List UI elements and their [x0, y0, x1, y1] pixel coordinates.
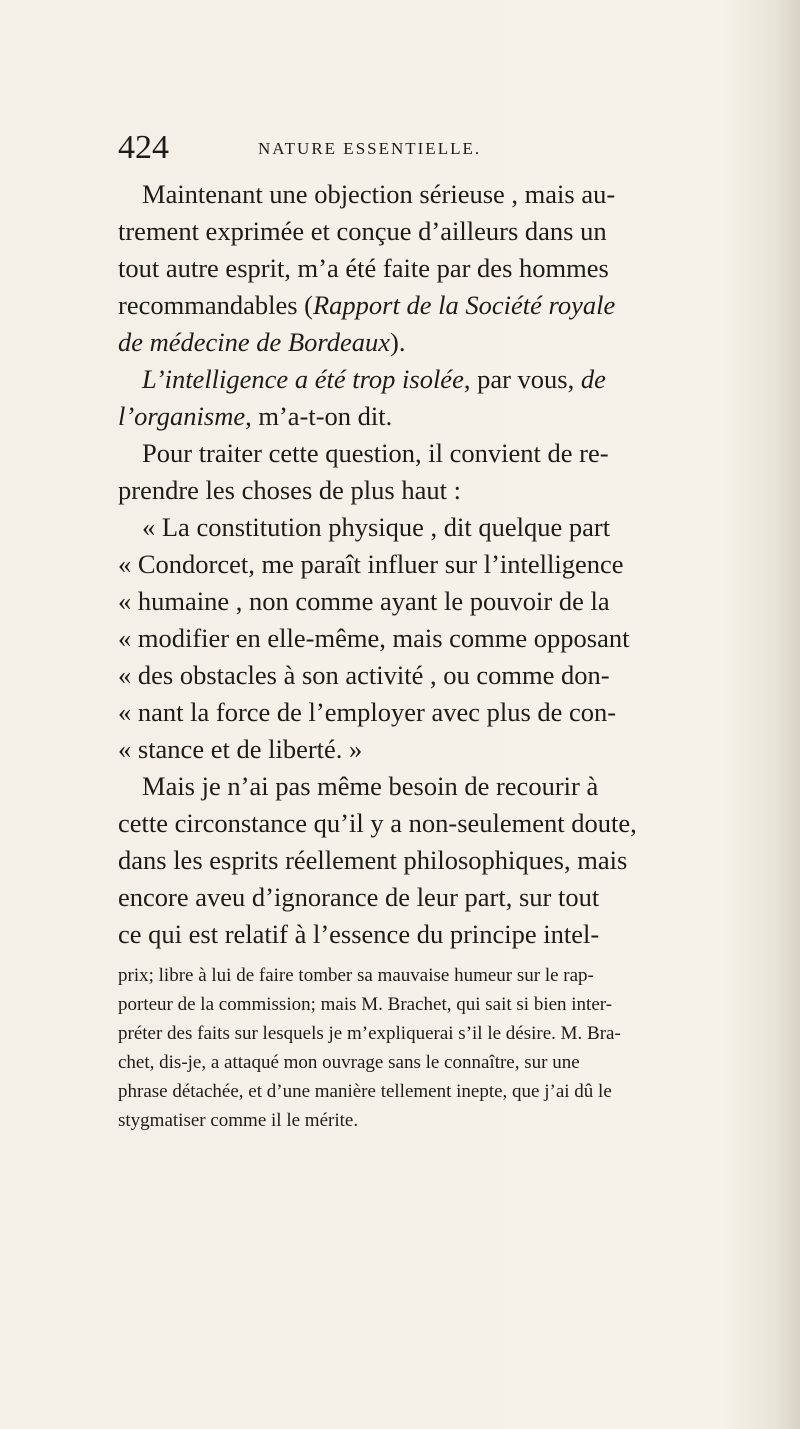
text-run: ). [390, 327, 406, 357]
citation-title: Rapport de la Société royale [313, 290, 616, 320]
footnote-line: phrase détachée, et d’une manière tellement inepte, que j’ai dû le [118, 1081, 612, 1102]
quote-line: « modifier en elle-même, mais comme opposant [118, 623, 630, 653]
text-line [118, 289, 615, 321]
quote-line: « nant la force de l’employer avec plus de con- [118, 697, 617, 727]
footnote-line: préter des faits sur lesquels je m’expliquerai s’il le désire. M. Bra- [118, 1023, 621, 1044]
text-line: trement exprimée et conçue d’ailleurs dans un [118, 216, 607, 246]
page-number: 424 [118, 129, 169, 166]
text-line [142, 363, 606, 395]
footnote-line: stygmatiser comme il le mérite. [118, 1110, 359, 1131]
text-line: tout autre esprit, m’a été faite par des hommes [118, 253, 609, 283]
text-run: , m’a-t-on dit. [245, 401, 393, 431]
text-line: prendre les choses de plus haut : [118, 475, 461, 505]
footnote-line: prix; libre à lui de faire tomber sa mauvaise humeur sur le rap- [118, 965, 594, 986]
text-run: , par vous, [463, 364, 581, 394]
text-line [118, 400, 392, 432]
quote-line: « des obstacles à son activité , ou comme don- [118, 660, 610, 690]
text-line [118, 326, 405, 358]
quote-line: « stance et de liberté. » [118, 734, 363, 764]
italic-quote: de [580, 364, 606, 394]
italic-quote: L’intelligence a été trop isolée [142, 364, 464, 394]
text-line: cette circonstance qu’il y a non-seulement doute, [118, 808, 637, 838]
italic-quote: l’organisme [118, 401, 246, 431]
quote-line: « La constitution physique , dit quelque part [142, 512, 611, 542]
running-head: NATURE ESSENTIELLE. [258, 139, 482, 158]
text-line: Maintenant une objection sérieuse , mais au- [142, 179, 616, 209]
footnote-line: porteur de la commission; mais M. Brachet, qui sait si bien inter- [118, 994, 613, 1015]
quote-line: « Condorcet, me paraît influer sur l’intelligence [118, 549, 624, 579]
quote-line: « humaine , non comme ayant le pouvoir de la [118, 586, 610, 616]
text-line: dans les esprits réellement philosophiques, mais [118, 845, 628, 875]
footnote-line: chet, dis-je, a attaqué mon ouvrage sans le connaître, sur une [118, 1052, 580, 1073]
text-line: ce qui est relatif à l’essence du principe intel- [118, 919, 600, 949]
text-line: encore aveu d’ignorance de leur part, sur tout [118, 882, 600, 912]
citation-title: de médecine de Bordeaux [118, 327, 390, 357]
text-run: recommandables ( [118, 290, 313, 320]
text-line: Mais je n’ai pas même besoin de recourir à [142, 771, 599, 801]
text-line: Pour traiter cette question, il convient de re- [142, 438, 609, 468]
page-header [118, 128, 678, 168]
